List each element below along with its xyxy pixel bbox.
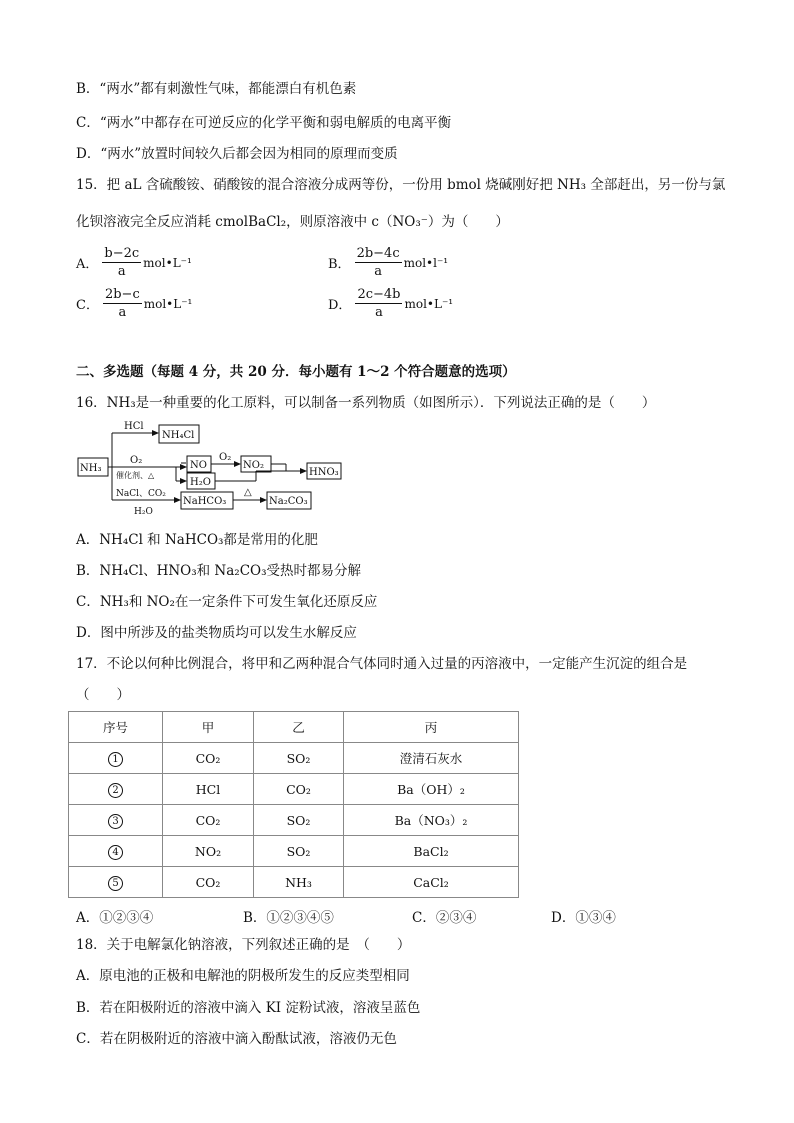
- unit: mol•L⁻¹: [404, 296, 454, 311]
- cell-jia: CO₂: [163, 805, 254, 836]
- hno3-label: HNO₃: [309, 467, 339, 478]
- cell-jia: HCl: [163, 774, 254, 805]
- cell-yi: NH₃: [254, 867, 344, 898]
- header-bing: 丙: [344, 712, 519, 743]
- q17-option-d: D．①③④: [551, 910, 616, 926]
- table-row: [69, 867, 519, 898]
- row-number: 5: [108, 876, 123, 891]
- q17-option-b: B．①②③④⑤: [243, 910, 334, 926]
- fraction-denominator: a: [118, 305, 127, 320]
- option-label: D．: [328, 298, 352, 313]
- q17-table: [68, 711, 519, 898]
- na2co3-label: Na₂CO₃: [269, 496, 308, 507]
- table-row: [69, 805, 519, 836]
- q18-option-b: B．若在阳极附近的溶液中滴入 KI 淀粉试液，溶液呈蓝色: [76, 1000, 421, 1016]
- h2o-box-label: H₂O: [190, 477, 211, 488]
- cell-bing: Ba（NO₃）₂: [344, 805, 519, 836]
- table-row: [69, 743, 519, 774]
- fraction-numerator: 2b−4c: [356, 246, 400, 261]
- o2-upper-label: O₂: [219, 452, 232, 463]
- nahco3-label: NaHCO₃: [183, 496, 227, 507]
- header-jia: 甲: [163, 712, 254, 743]
- catalyst-label: 催化剂、△: [116, 471, 155, 480]
- cell-bing: Ba（OH）₂: [344, 774, 519, 805]
- q18-option-a: A．原电池的正极和电解池的阴极所发生的反应类型相同: [76, 968, 410, 984]
- table-row: [69, 774, 519, 805]
- o2-label: O₂: [130, 455, 143, 466]
- q15-option-c: [76, 287, 192, 320]
- q16-option-d: D．图中所涉及的盐类物质均可以发生水解反应: [76, 625, 357, 641]
- q18-option-c: C．若在阴极附近的溶液中滴入酚酞试液，溶液仍无色: [76, 1031, 397, 1047]
- q16-option-a: A．NH₄Cl 和 NaHCO₃都是常用的化肥: [76, 532, 318, 548]
- q17-option-c: C．②③④: [412, 910, 477, 926]
- cell-bing: CaCl₂: [344, 867, 519, 898]
- q14-option-d: D．“两水”放置时间较久后都会因为相同的原理而变质: [76, 146, 398, 162]
- row-number: 1: [108, 752, 123, 767]
- row-number: 3: [108, 814, 123, 829]
- q15-stem-line1: 15．把 aL 含硫酸铵、硝酸铵的混合溶液分成两等份，一份用 bmol 烧碱刚好把 NH₃ 全部赶出，另一份与氯: [76, 177, 726, 193]
- q17-paren: （ ）: [76, 687, 130, 703]
- fraction-denominator: a: [117, 264, 126, 279]
- unit: mol•L⁻¹: [143, 255, 192, 270]
- q17-stem: 17．不论以何种比例混合，将甲和乙两种混合气体同时通入过量的丙溶液中，一定能产生沉淀的组合是: [76, 656, 688, 672]
- fraction-numerator: 2c−4b: [357, 287, 401, 302]
- fraction-denominator: a: [374, 264, 382, 279]
- q15-option-d: [328, 287, 453, 320]
- cell-jia: NO₂: [163, 836, 254, 867]
- q15-option-b: [328, 246, 448, 279]
- section-heading: 二、多选题（每题 4 分，共 20 分．每小题有 1～2 个符合题意的选项）: [76, 364, 516, 380]
- q16-stem: 16．NH₃是一种重要的化工原料，可以制备一系列物质（如图所示）．下列说法正确的是（ ）: [76, 395, 656, 411]
- h2o-reagent-label: H₂O: [134, 507, 153, 517]
- row-number: 4: [108, 845, 123, 860]
- table-row: [69, 836, 519, 867]
- cell-jia: CO₂: [163, 867, 254, 898]
- heat-label: △: [244, 487, 252, 498]
- unit: mol•L⁻¹: [143, 296, 193, 311]
- nh4cl-label: NH₄Cl: [162, 430, 195, 441]
- nacl-co2-label: NaCl、CO₂: [116, 489, 166, 499]
- option-label: C．: [76, 298, 99, 313]
- unit: mol•l⁻¹: [403, 255, 449, 270]
- header-yi: 乙: [254, 712, 344, 743]
- hcl-label: HCl: [124, 421, 144, 432]
- q15-stem-line2: 化钡溶液完全反应消耗 cmolBaCl₂，则原溶液中 c（NO₃⁻）为（ ）: [76, 214, 509, 230]
- q14-option-b: B．“两水”都有刺激性气味，都能漂白有机色素: [76, 81, 357, 97]
- nh3-label: NH₃: [80, 463, 102, 474]
- q16-option-b: B．NH₄Cl、HNO₃和 Na₂CO₃受热时都易分解: [76, 563, 362, 579]
- no-label: NO: [190, 460, 207, 471]
- no2-label: NO₂: [243, 460, 264, 471]
- table-header-row: [69, 712, 519, 743]
- q15-option-a: [76, 246, 192, 279]
- cell-jia: CO₂: [163, 743, 254, 774]
- q16-option-c: C．NH₃和 NO₂在一定条件下可发生氧化还原反应: [76, 594, 378, 610]
- cell-bing: BaCl₂: [344, 836, 519, 867]
- fraction-numerator: b−2c: [104, 246, 140, 261]
- fraction-denominator: a: [375, 305, 383, 320]
- cell-yi: SO₂: [254, 805, 344, 836]
- option-label: B．: [328, 257, 351, 272]
- q14-option-c: C．“两水”中都存在可逆反应的化学平衡和弱电解质的电离平衡: [76, 115, 452, 131]
- cell-yi: SO₂: [254, 743, 344, 774]
- cell-yi: CO₂: [254, 774, 344, 805]
- cell-yi: SO₂: [254, 836, 344, 867]
- cell-bing: 澄清石灰水: [344, 743, 519, 774]
- option-label: A．: [76, 257, 99, 272]
- reaction-flow-diagram: [76, 420, 346, 520]
- q17-option-a: A．①②③④: [76, 910, 154, 926]
- fraction-numerator: 2b−c: [104, 287, 140, 302]
- q18-stem: 18．关于电解氯化钠溶液，下列叙述正确的是 （ ）: [76, 937, 411, 953]
- row-number: 2: [108, 783, 123, 798]
- header-no: 序号: [69, 712, 163, 743]
